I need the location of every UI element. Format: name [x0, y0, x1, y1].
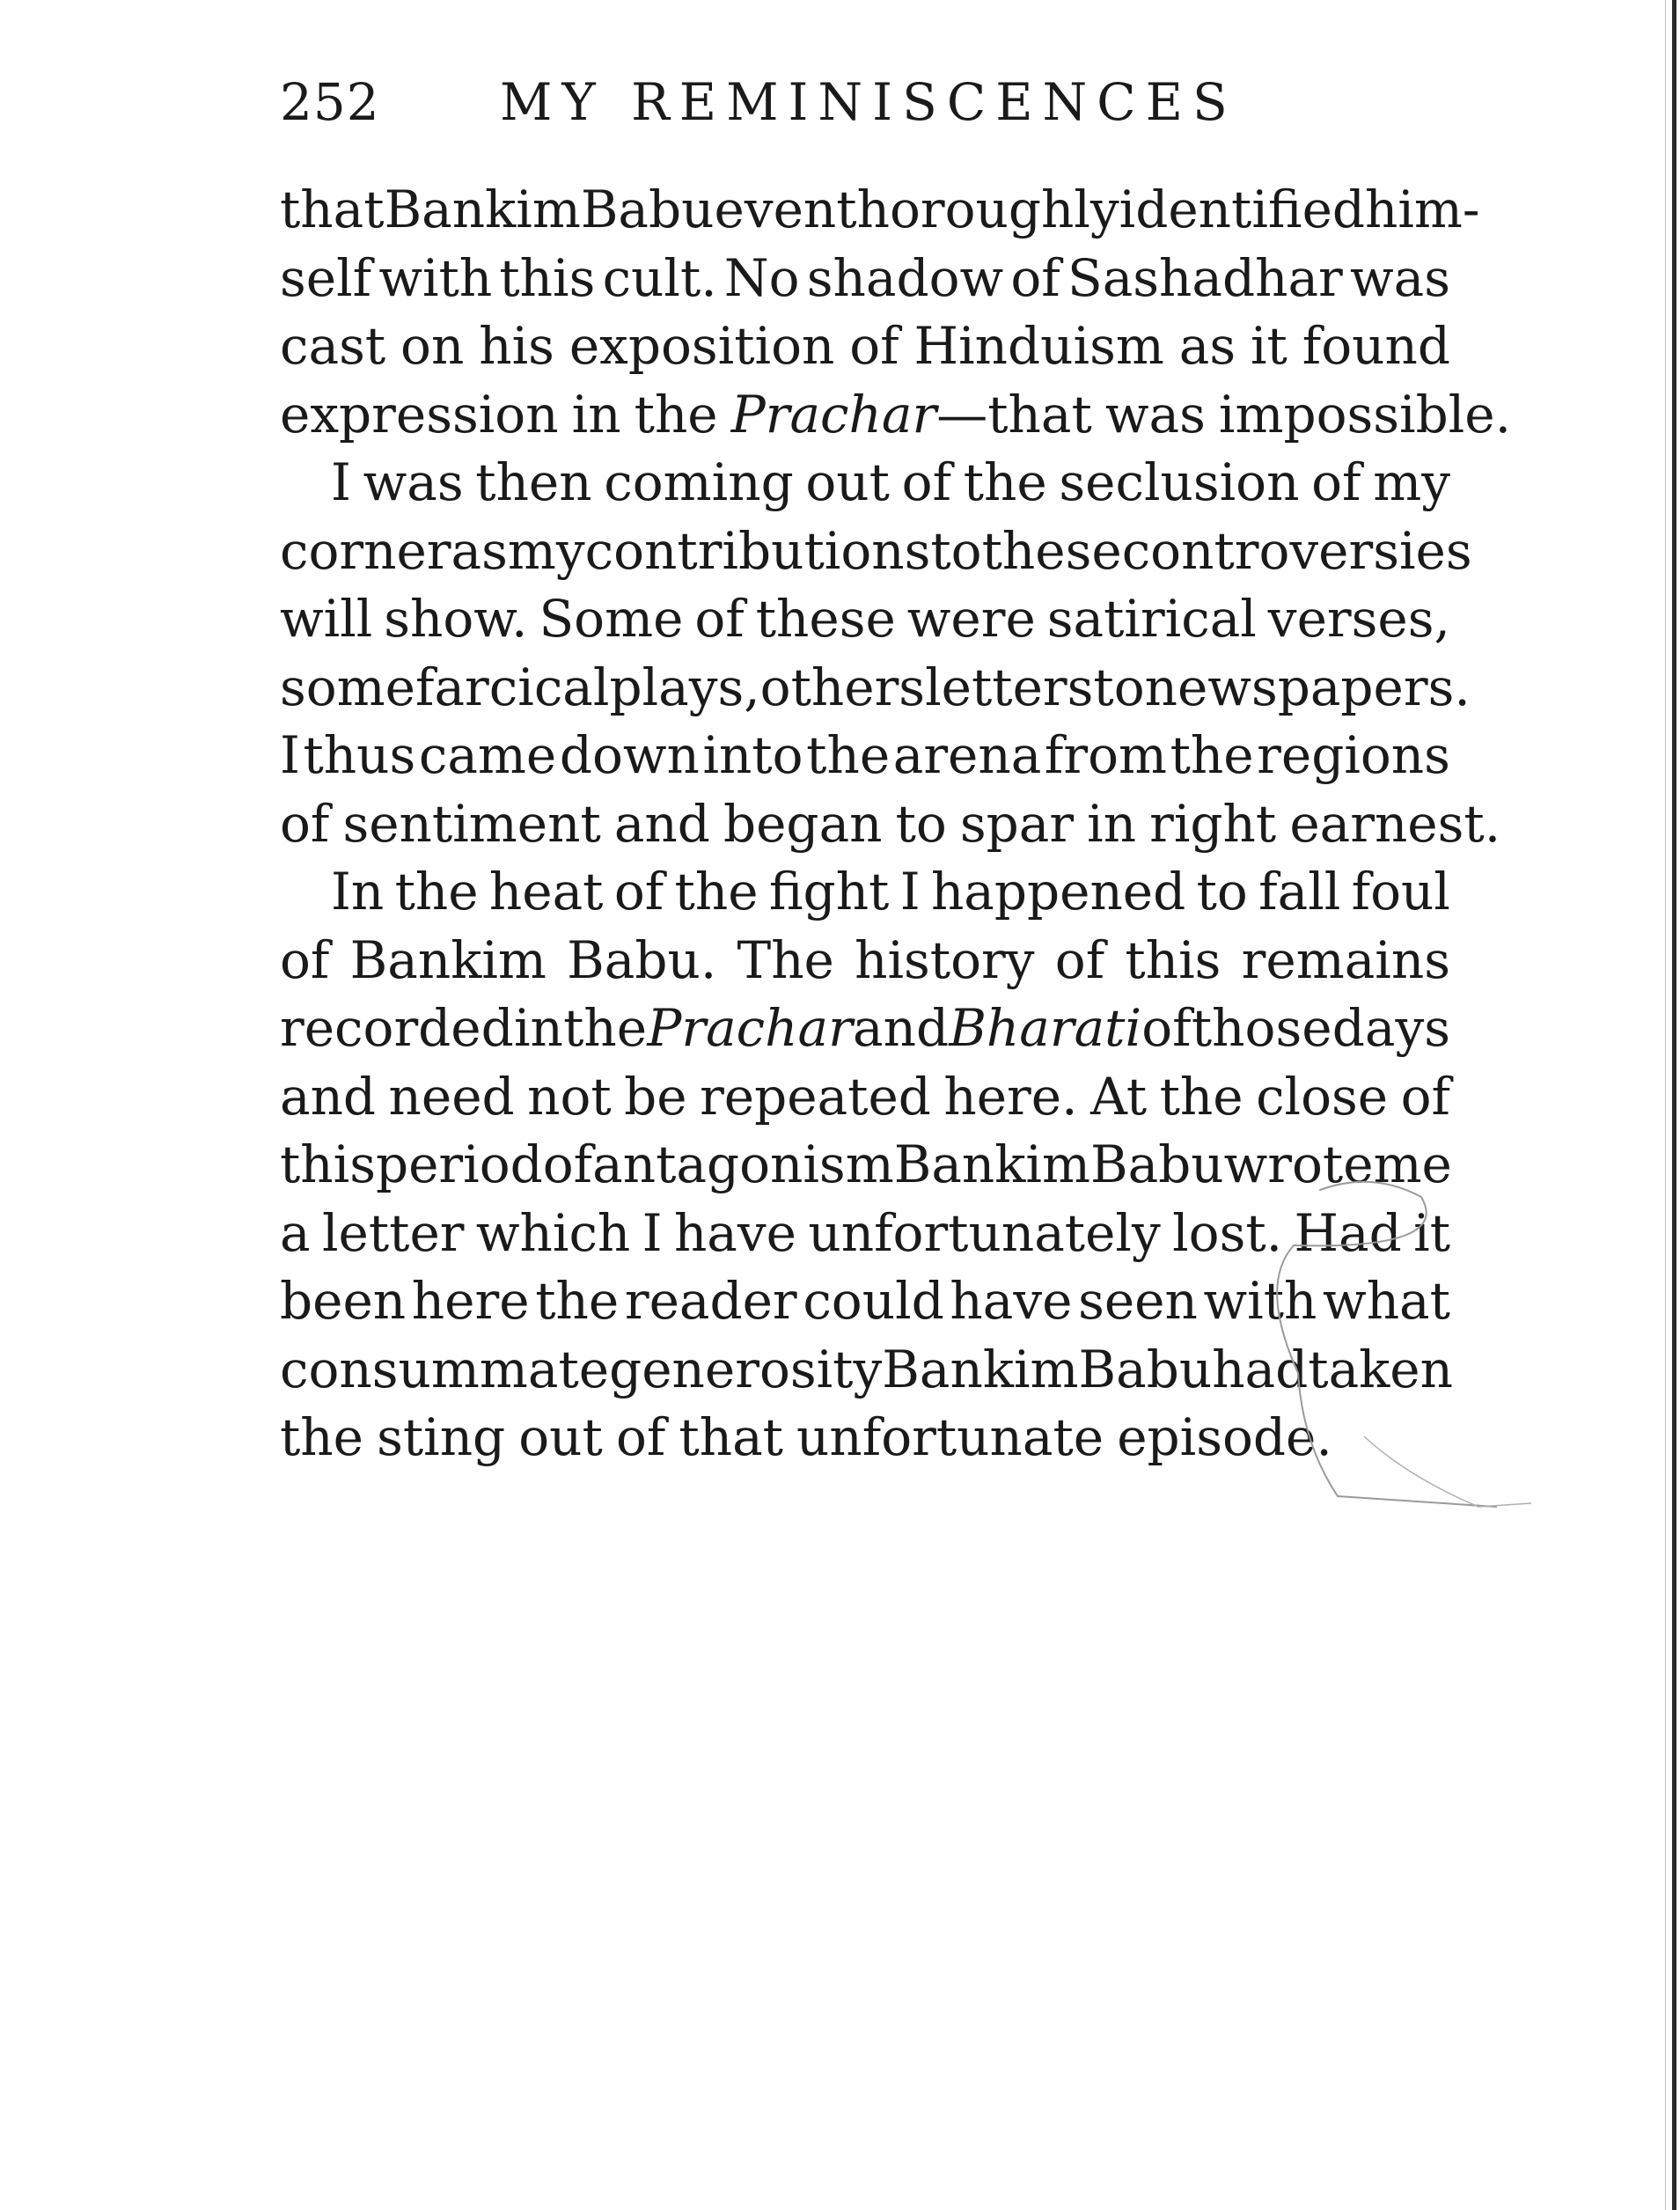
word: these — [981, 520, 1122, 581]
page-edge-shadow-inner — [1665, 0, 1666, 2210]
word: began — [723, 793, 883, 854]
word: Babu — [1078, 1339, 1213, 1399]
word: of — [280, 793, 330, 854]
page-number: 252 — [280, 72, 380, 132]
word: wrote — [1223, 1134, 1374, 1194]
word: with — [1203, 1271, 1317, 1331]
word: contributions — [584, 520, 931, 581]
word: exposition — [569, 316, 835, 376]
word: in — [1087, 793, 1137, 854]
word: corner — [280, 520, 451, 581]
word: seclusion — [1059, 452, 1300, 512]
word: and — [613, 793, 710, 854]
word: to — [1196, 862, 1248, 921]
word: lost. — [1172, 1202, 1283, 1263]
text-line — [280, 245, 1450, 313]
text-line — [280, 1404, 1450, 1472]
word: Bharati — [949, 998, 1142, 1058]
word: with — [378, 247, 493, 308]
page-edge-shadow — [1672, 0, 1676, 2210]
word: of — [694, 589, 745, 649]
word: been — [280, 1271, 407, 1331]
word: of — [613, 862, 664, 921]
word: antagonism — [592, 1134, 894, 1194]
word: to — [895, 793, 947, 854]
paragraph — [280, 449, 1501, 858]
word: of — [542, 1134, 593, 1194]
word: controversies — [1121, 520, 1472, 581]
word: which — [475, 1202, 631, 1263]
word: of — [1400, 1066, 1450, 1127]
word: right — [1149, 793, 1277, 854]
word: regions — [1257, 725, 1450, 785]
word: could — [803, 1271, 944, 1331]
word: him- — [1365, 180, 1480, 239]
word: it — [1413, 1202, 1450, 1263]
text-line — [280, 1336, 1453, 1405]
word: days — [1332, 998, 1450, 1058]
word: from — [1044, 725, 1167, 785]
word: was — [1349, 247, 1450, 308]
word: show. — [384, 589, 528, 649]
word: even — [714, 180, 837, 239]
word: have — [950, 1271, 1073, 1331]
word: some — [280, 657, 416, 717]
word: period — [375, 1134, 543, 1194]
word: At — [1089, 1066, 1148, 1127]
word: out — [518, 1407, 603, 1467]
word: Prachar — [647, 998, 853, 1058]
word: here. — [943, 1066, 1078, 1127]
word: of — [1054, 929, 1105, 990]
word: the — [963, 452, 1047, 512]
word: expression — [280, 384, 559, 444]
text-line — [280, 1200, 1450, 1268]
word: fall — [1258, 862, 1341, 921]
text-line — [280, 790, 1501, 859]
word: arena — [892, 725, 1042, 785]
word: the — [1170, 725, 1254, 785]
word: I — [899, 862, 921, 921]
word: Some — [539, 589, 684, 649]
word: episode. — [1117, 1407, 1332, 1467]
word: generosity — [609, 1339, 883, 1399]
word: cult. — [602, 247, 717, 308]
text-line — [280, 585, 1450, 654]
word: came — [418, 725, 557, 785]
word: of — [1311, 452, 1361, 512]
word: sting — [377, 1407, 506, 1467]
word: heat — [488, 862, 604, 921]
word: the — [1159, 1066, 1243, 1127]
text-line — [280, 312, 1450, 381]
word: I — [280, 725, 300, 785]
word: Babu — [1089, 1134, 1224, 1194]
word: the — [535, 1271, 620, 1331]
word: of — [615, 1407, 666, 1467]
word: Bankim — [882, 1339, 1079, 1399]
word: of — [280, 929, 330, 990]
word: consummate — [280, 1339, 610, 1399]
word: unfortunate — [796, 1407, 1104, 1467]
word: repeated — [700, 1066, 931, 1127]
word: unfortunately — [808, 1202, 1161, 1263]
running-title: MY REMINISCENCES — [500, 72, 1237, 132]
word: will — [280, 589, 373, 649]
word: letter — [321, 1202, 465, 1263]
word: Sashadhar — [1067, 247, 1343, 308]
word: to — [1093, 657, 1145, 717]
word: my — [1373, 452, 1450, 512]
word: plays, — [609, 657, 760, 717]
word: of — [1141, 998, 1192, 1058]
word: No — [723, 247, 800, 308]
word: taken — [1308, 1339, 1453, 1399]
word: I — [331, 452, 351, 512]
word: as — [451, 520, 508, 581]
word: satirical — [1046, 589, 1257, 649]
word: and — [853, 998, 950, 1058]
word: Babu — [580, 180, 715, 239]
word: be — [624, 1066, 687, 1127]
word: me — [1373, 1134, 1452, 1194]
word: Babu. — [567, 929, 717, 990]
word: self — [280, 247, 372, 308]
word: his — [479, 316, 554, 376]
word: thus — [303, 725, 416, 785]
word: were — [906, 589, 1036, 649]
word: of — [1010, 247, 1060, 308]
word: others — [759, 657, 926, 717]
paragraph — [280, 176, 1512, 449]
text-line — [280, 722, 1450, 790]
word: this — [280, 1134, 376, 1194]
word: In — [331, 862, 385, 921]
word: was — [363, 452, 464, 512]
word: recorded — [280, 998, 514, 1058]
word: happened — [930, 862, 1186, 921]
word: on — [400, 316, 465, 376]
word: Had — [1294, 1202, 1402, 1263]
word: and — [280, 1066, 377, 1127]
word: spar — [959, 793, 1075, 854]
word: found — [1302, 316, 1450, 376]
word: the — [806, 725, 891, 785]
word: of — [849, 316, 899, 376]
word: shadow — [806, 247, 1004, 308]
word: newspapers. — [1144, 657, 1471, 717]
text-line — [280, 995, 1450, 1063]
word: what — [1323, 1271, 1450, 1331]
word: to — [930, 520, 982, 581]
word: the — [280, 1407, 363, 1467]
word: identified — [1119, 180, 1366, 239]
body-text — [280, 176, 1512, 1472]
word: that — [280, 180, 385, 239]
text-line — [280, 927, 1450, 995]
word: Prachar—that — [730, 384, 1092, 444]
paragraph — [280, 858, 1453, 1472]
word: thoroughly — [836, 180, 1119, 239]
text-line — [280, 1267, 1450, 1336]
word: had — [1212, 1339, 1309, 1399]
word: the — [563, 998, 648, 1058]
word: have — [673, 1202, 796, 1263]
word: cast — [280, 316, 386, 376]
word: then — [475, 452, 592, 512]
text-line — [280, 176, 1480, 245]
word: that — [679, 1407, 783, 1467]
text-line — [280, 449, 1450, 518]
word: not — [527, 1066, 612, 1127]
word: a — [280, 1202, 311, 1263]
text-line — [280, 518, 1472, 586]
word: farcical — [415, 657, 610, 717]
word: in — [571, 384, 621, 444]
word: of — [901, 452, 952, 512]
word: I — [642, 1202, 663, 1263]
word: Bankim — [893, 1134, 1090, 1194]
word: into — [702, 725, 803, 785]
word: in — [513, 998, 563, 1058]
word: seen — [1078, 1271, 1198, 1331]
word: fight — [768, 862, 890, 921]
word: The — [737, 929, 834, 990]
word: verses, — [1267, 589, 1450, 649]
text-line — [280, 381, 1512, 450]
word: close — [1256, 1066, 1389, 1127]
word: the — [634, 384, 718, 444]
word: earnest. — [1289, 793, 1501, 854]
word: sentiment — [342, 793, 601, 854]
word: Bankim — [384, 180, 581, 239]
word: Bankim — [349, 929, 547, 990]
word: was — [1104, 384, 1206, 444]
word: foul — [1351, 862, 1450, 921]
text-line — [280, 858, 1450, 927]
word: my — [507, 520, 585, 581]
word: need — [388, 1066, 515, 1127]
word: these — [755, 589, 896, 649]
word: here — [411, 1271, 530, 1331]
page-header — [280, 67, 1450, 137]
word: the — [674, 862, 759, 921]
word: impossible. — [1218, 384, 1512, 444]
word: out — [805, 452, 890, 512]
word: reader — [624, 1271, 797, 1331]
word: those — [1191, 998, 1332, 1058]
word: this — [499, 247, 596, 308]
word: the — [394, 862, 479, 921]
word: this — [1125, 929, 1221, 990]
text-line — [280, 1063, 1450, 1132]
text-line — [280, 654, 1471, 723]
word: Hinduism — [913, 316, 1164, 376]
word: remains — [1241, 929, 1450, 990]
word: letters — [925, 657, 1094, 717]
word: as — [1178, 316, 1236, 376]
text-line — [280, 1131, 1450, 1200]
word: it — [1250, 316, 1288, 376]
word: history — [855, 929, 1035, 990]
word: down — [559, 725, 700, 785]
word: coming — [604, 452, 794, 512]
